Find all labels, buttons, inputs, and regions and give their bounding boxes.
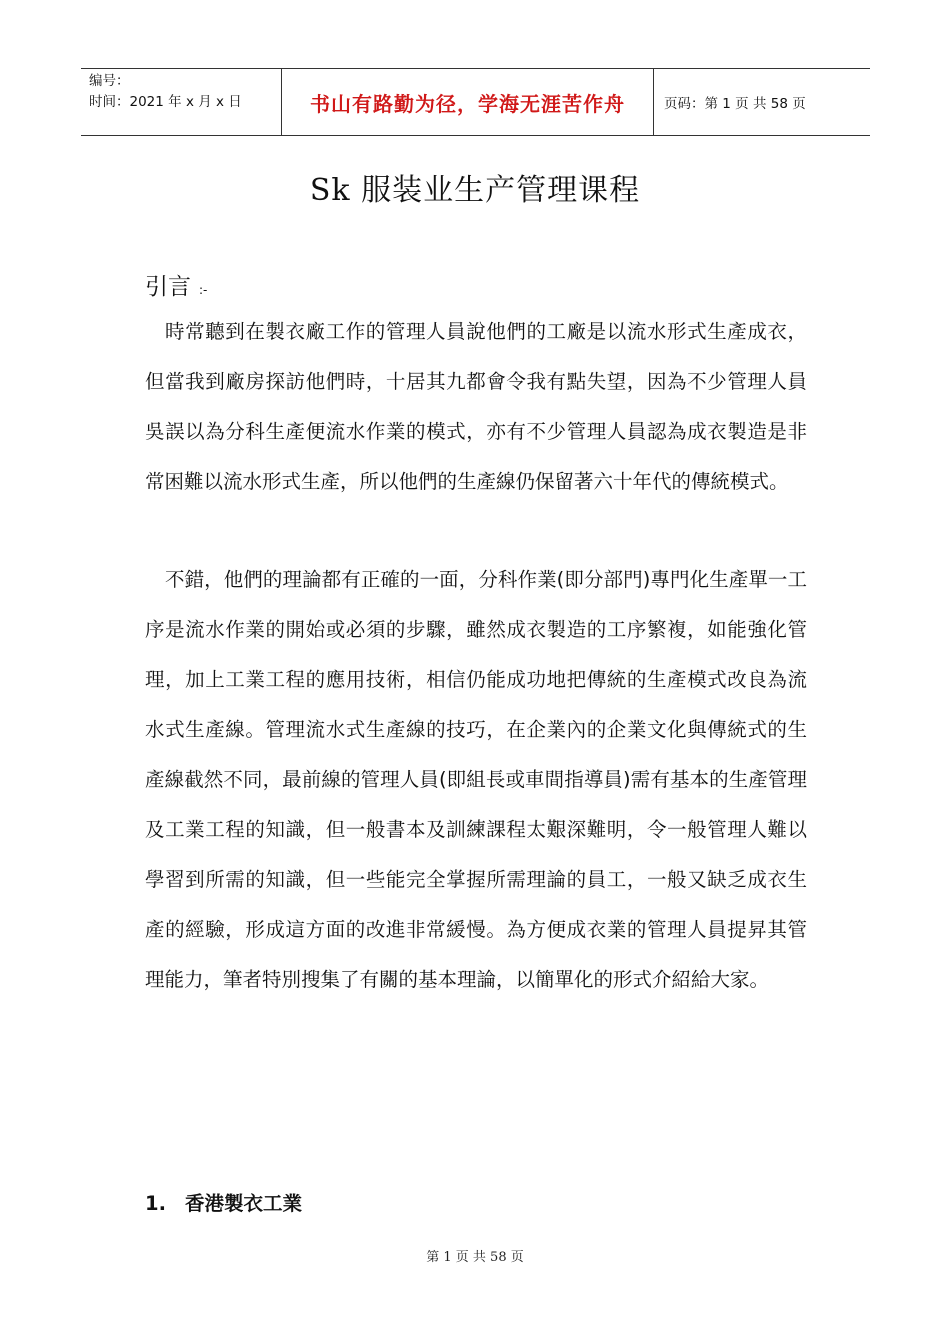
- header-page-code: 页码：第 1 页 共 58 页: [664, 96, 806, 112]
- paragraph: 時常聽到在製衣廠工作的管理人員說他們的工廠是以流水形式生產成衣，但當我到廠房探訪他們時，十居其九都會令我有點失望，因為不少管理人員吳誤以為分科生產便流水作業的模式，亦有不少管理人員認為成衣製造是非常困難以流水形式生產，所以他們的生產線仍保留著六十年代的傳統模式。: [145, 320, 807, 493]
- section-number: 1.: [145, 1192, 166, 1215]
- document-title: Sk 服装业生产管理课程: [309, 173, 641, 208]
- intro-heading-suffix: :-: [199, 283, 208, 297]
- header-table: [81, 68, 870, 136]
- intro-heading: [145, 268, 207, 301]
- paragraph: 不錯，他們的理論都有正確的一面，分科作業(即分部門)專門化生產單一工序是流水作業的開始或必須的步驟，雖然成衣製造的工序繁複，如能強化管理，加上工業工程的應用技術，相信仍能成功地把傳統的生產模式改良為流水式生產線。管理流水式生產線的技巧，在企業內的企業文化與傳統式的生產線截然不同，最前線的管理人員(即組長或車間指導員)需有基本的生產管理及工業工程的知識，但一般書本及訓練課程太艱深難明，令一般管理人難以學習到所需的知識，但一些能完全掌握所需理論的員工，一般又缺乏成衣生產的經驗，形成這方面的改進非常緩慢。為方便成衣業的管理人員提昇其管理能力，筆者特別搜集了有關的基本理論，以簡單化的形式介紹給大家。: [145, 568, 807, 991]
- header-motto: 书山有路勤为径，学海无涯苦作舟: [281, 69, 654, 135]
- page-footer: 第 1 页 共 58 页: [426, 1250, 524, 1265]
- number-label: 编号：: [89, 73, 130, 89]
- intro-heading-text: 引言: [145, 274, 191, 300]
- section-heading: [145, 1188, 302, 1216]
- section-title: 香港製衣工業: [185, 1192, 303, 1215]
- time-label: 时间：2021 年 x 月 x 日: [89, 94, 242, 110]
- header-meta: [81, 69, 281, 135]
